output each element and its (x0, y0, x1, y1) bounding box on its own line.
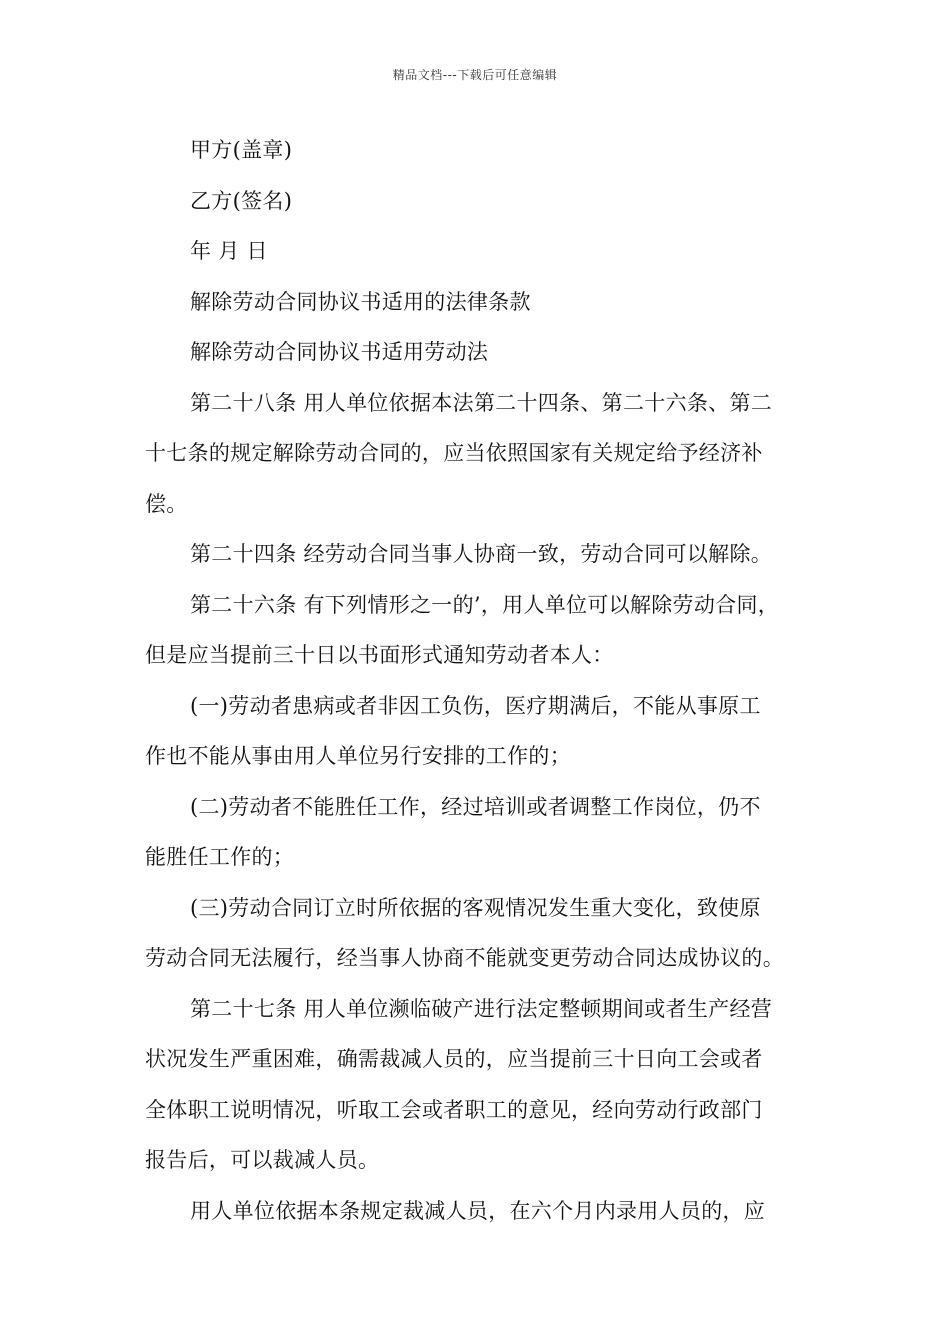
text-line: 状况发生严重困难，确需裁减人员的，应当提前三十日向工会或者 (145, 1047, 763, 1071)
page-header: 精品文档---下载后可任意编辑 (392, 68, 558, 82)
text-line: 但是应当提前三十日以书面形式通知劳动者本人： (145, 643, 614, 667)
text-line: 全体职工说明情况，听取工会或者职工的意见，经向劳动行政部门 (145, 1097, 763, 1122)
text-line: 十七条的规定解除劳动合同的，应当依照国家有关规定给予经济补 (145, 441, 763, 465)
text-line: 作也不能从事由用人单位另行安排的工作的； (145, 744, 571, 768)
text-line: 偿。 (145, 491, 188, 516)
text-line: 能胜任工作的； (145, 845, 295, 869)
text-line: 甲方(盖章) (190, 138, 293, 162)
text-line: 年 月 日 (190, 239, 268, 263)
text-line: (三)劳动合同订立时所依据的客观情况发生重大变化，致使原 (190, 895, 761, 920)
text-line: 解除劳动合同协议书适用的法律条款 (190, 289, 531, 314)
document-body (145, 134, 813, 1245)
text-line: 报告后，可以裁减人员。 (145, 1148, 380, 1172)
text-line: 解除劳动合同协议书适用劳动法 (190, 340, 489, 364)
text-line: 第二十七条 用人单位濒临破产进行法定整顿期间或者生产经营 (190, 996, 773, 1021)
text-line: (二)劳动者不能胜任工作，经过培训或者调整工作岗位，仍不 (190, 794, 761, 819)
text-line: 第二十八条 用人单位依据本法第二十四条、第二十六条、第二 (190, 390, 773, 415)
text-line: 第二十六条 有下列情形之一的’，用人单位可以解除劳动合同， (190, 592, 780, 617)
text-line: 劳动合同无法履行，经当事人协商不能就变更劳动合同达成协议的。 (145, 946, 784, 970)
text-line: 乙方(签名) (190, 188, 293, 213)
text-line: 第二十四条 经劳动合同当事人协商一致，劳动合同可以解除。 (190, 542, 773, 566)
text-line: (一)劳动者患病或者非因工负伤，医疗期满后，不能从事原工 (190, 693, 761, 718)
text-line: 用人单位依据本条规定裁减人员，在六个月内录用人员的，应 (190, 1198, 766, 1223)
